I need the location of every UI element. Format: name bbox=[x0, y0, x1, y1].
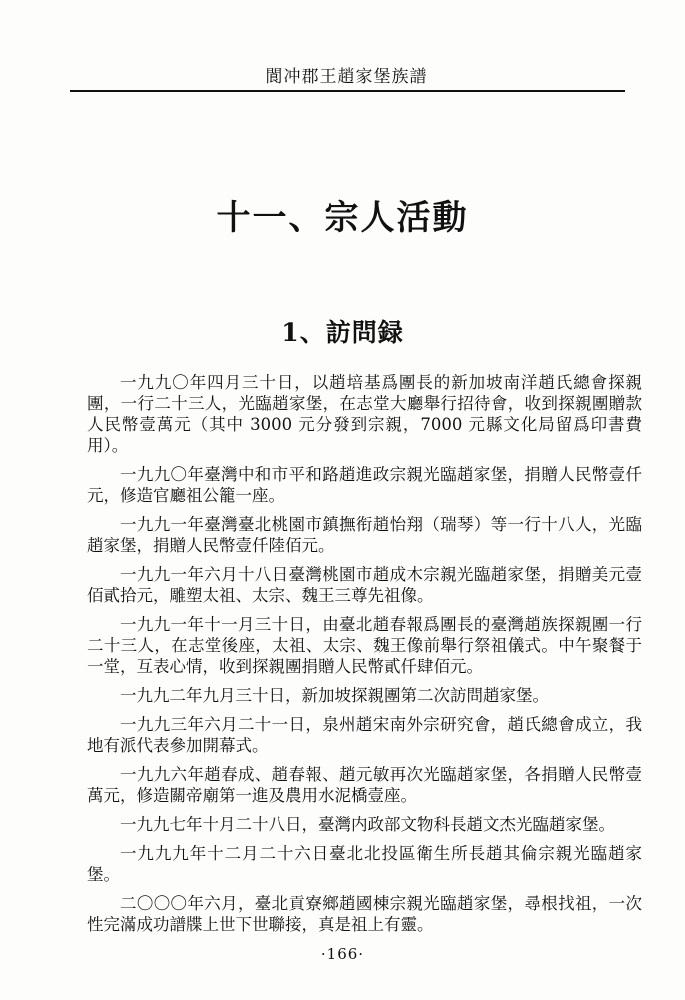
paragraph: 一九九一年十一月三十日，由臺北趙春報爲團長的臺灣趙族探親團一行二十三人，在志堂後座，太祖、太宗、魏王像前舉行祭祖儀式。中午聚餐于一堂，互表心情，收到探親團捐贈人民幣貳仟肆佰元。 bbox=[87, 615, 642, 676]
chapter-title: 十一、宗人活動 bbox=[216, 198, 469, 238]
paragraph: 二〇〇〇年六月，臺北貢寮鄉趙國棟宗親光臨趙家堡，尋根找祖，一次性完滿成功譜牒上世下世聯接，真是祖上有靈。 bbox=[87, 894, 642, 934]
page-number: ·166· bbox=[320, 945, 365, 963]
header-rule bbox=[70, 90, 625, 92]
paragraph: 一九九〇年四月三十日，以趙培基爲團長的新加坡南洋趙氏總會探親團，一行二十三人，光臨趙家堡，在志堂大廳舉行招待會，收到探親團贈款人民幣壹萬元（其中 3000 元分發到宗親，7000 元縣文化局留爲印書費用）。 bbox=[87, 373, 642, 455]
paragraph: 一九九三年六月二十一日，泉州趙宋南外宗研究會，趙氏總會成立，我地有派代表參加開幕式。 bbox=[87, 715, 642, 755]
paragraph: 一九九一年臺灣臺北桃園市鎮撫衔趙怡翔（瑞琴）等一行十八人，光臨趙家堡，捐贈人民幣壹仟陸佰元。 bbox=[87, 515, 642, 555]
paragraph: 一九九七年十月二十八日，臺灣内政部文物科長趙文杰光臨趙家堡。 bbox=[120, 815, 615, 834]
running-header: 閬冲郡王趙家堡族譜 bbox=[265, 67, 428, 87]
section-title: 1、訪問録 bbox=[281, 318, 404, 347]
body-text bbox=[87, 372, 642, 943]
paragraph: 一九九六年趙春成、趙春報、趙元敏再次光臨趙家堡，各捐贈人民幣壹萬元，修造關帝廟第一進及農用水泥橋壹座。 bbox=[87, 765, 642, 805]
paragraph: 一九九九年十二月二十六日臺北北投區衛生所長趙其倫宗親光臨趙家堡。 bbox=[87, 844, 642, 884]
paragraph: 一九九二年九月三十日，新加坡探親團第二次訪問趙家堡。 bbox=[120, 686, 549, 705]
paragraph: 一九九一年六月十八日臺灣桃園市趙成木宗親光臨趙家堡，捐贈美元壹佰貳拾元，雕塑太祖、太宗、魏王三尊先祖像。 bbox=[87, 565, 642, 605]
paragraph: 一九九〇年臺灣中和市平和路趙進政宗親光臨趙家堡，捐贈人民幣壹仟元，修造官廳祖公籠一座。 bbox=[87, 465, 642, 505]
